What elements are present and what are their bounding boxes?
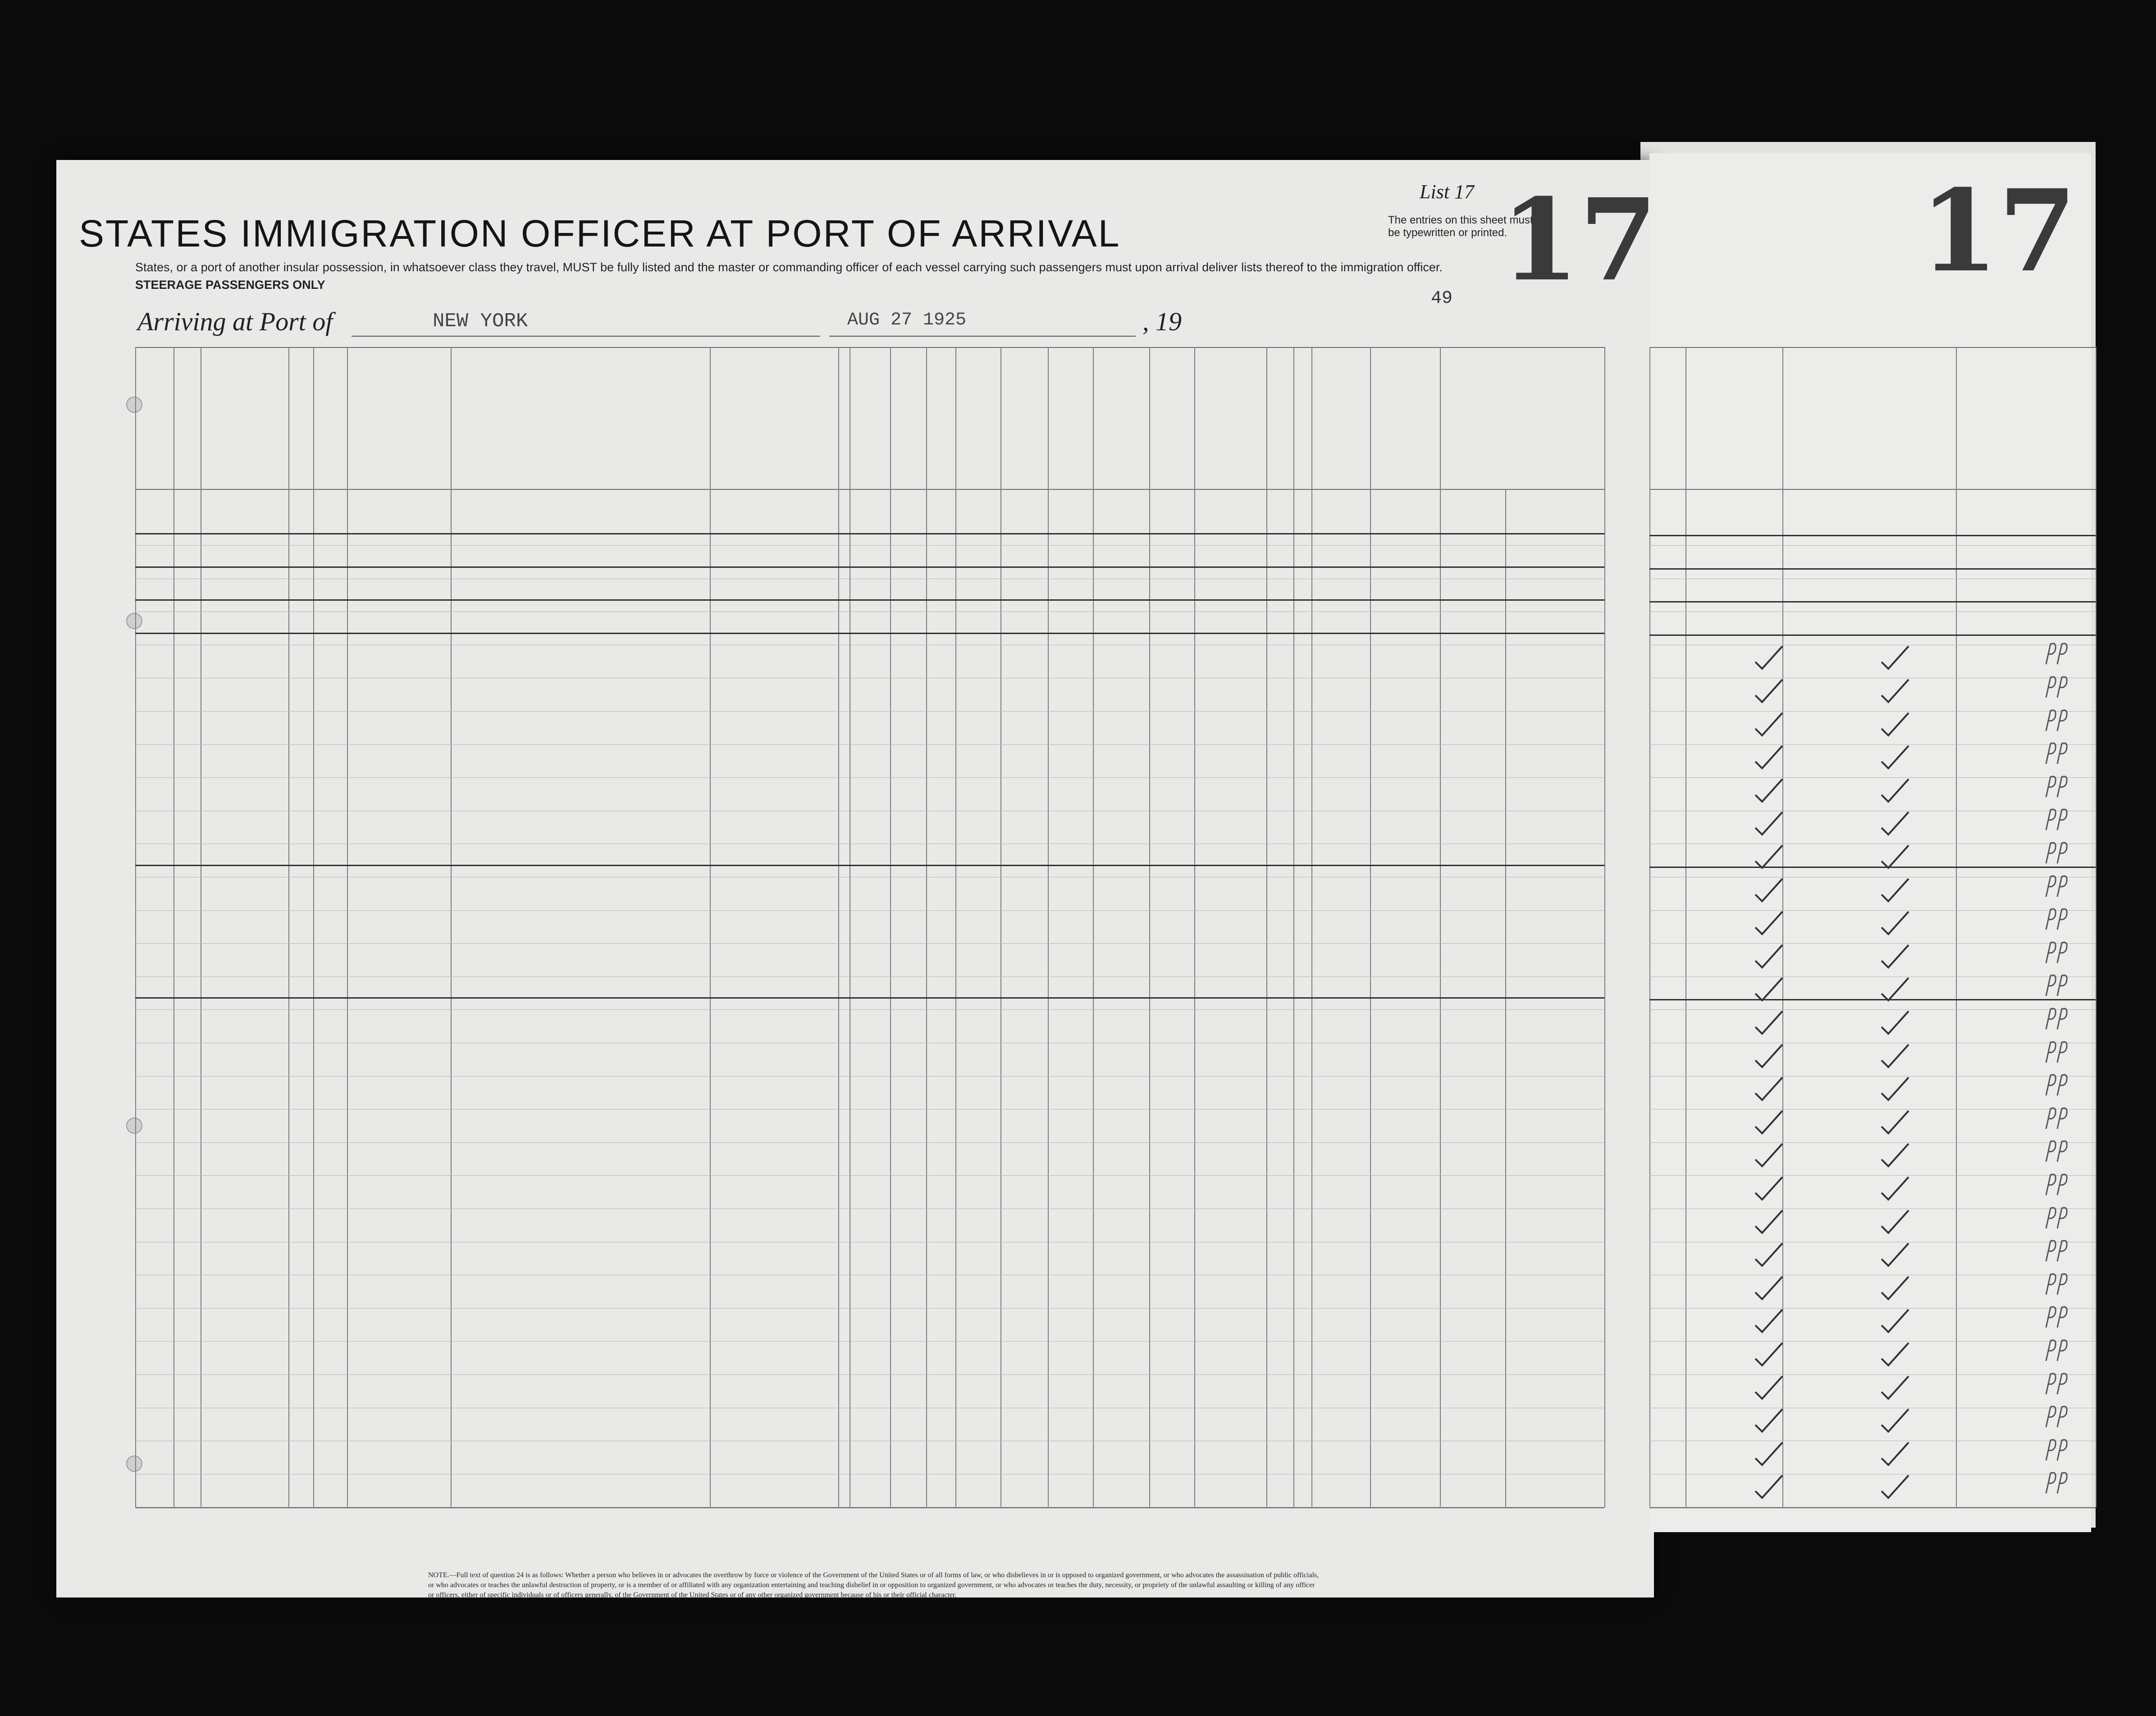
strike-through-line: [135, 599, 1604, 601]
check-mark-icon: [1753, 1407, 1785, 1434]
check-mark-icon: [1753, 1075, 1785, 1102]
row-line: [135, 1009, 1604, 1010]
pp-initials-mark: [2042, 1071, 2073, 1098]
grid-column-line: [1266, 347, 1267, 1507]
pp-initials-mark: [2042, 872, 2073, 899]
pp-initials-mark: [2042, 1436, 2073, 1463]
grid-column-line: [1194, 347, 1195, 1507]
check-mark-icon: [1879, 1009, 1911, 1036]
check-mark-icon: [1879, 1307, 1911, 1334]
manifest-sheet: [56, 160, 1654, 1597]
row-line: [135, 1341, 1604, 1342]
row-line: [135, 1175, 1604, 1176]
pp-initials-mark: [2042, 1237, 2073, 1264]
check-mark-icon: [1879, 1473, 1911, 1500]
header-subtitle: States, or a port of another insular possession, in whatsoever class they travel, MUST be fully listed and the master or commanding officer of each vessel carrying such passengers must upon arrival deliver lists thereof to the immigration officer.: [135, 260, 1443, 274]
grid-column-line: [1149, 347, 1150, 1507]
check-mark-icon: [1753, 876, 1785, 904]
pp-initials-mark: [2042, 839, 2073, 866]
row-line: [135, 1142, 1604, 1143]
port-name: NEW YORK: [433, 310, 528, 333]
check-mark-icon: [1753, 1109, 1785, 1136]
pp-initials-mark: [2042, 1336, 2073, 1363]
check-mark-icon: [1753, 1241, 1785, 1268]
port-underline: [352, 336, 820, 337]
check-mark-icon: [1753, 976, 1785, 1003]
grid-column-line: [1440, 347, 1441, 1507]
check-mark-icon: [1879, 644, 1911, 671]
check-mark-icon: [1879, 943, 1911, 970]
check-mark-icon: [1753, 1473, 1785, 1500]
check-mark-icon: [1879, 1175, 1911, 1202]
row-line: [135, 744, 1604, 745]
row-line-right: [1649, 1308, 2096, 1309]
pp-initials-mark: [2042, 938, 2073, 965]
pp-initials-mark: [2042, 1303, 2073, 1330]
check-mark-icon: [1753, 843, 1785, 870]
check-mark-icon: [1753, 1042, 1785, 1069]
grid-top-line-right: [1649, 347, 2096, 348]
row-line-right: [1649, 1076, 2096, 1077]
row-line-right: [1649, 1142, 2096, 1143]
check-mark-icon: [1879, 1042, 1911, 1069]
arrival-date: AUG 27 1925: [847, 310, 967, 330]
check-mark-icon: [1879, 1341, 1911, 1368]
grid-column-line: [313, 347, 314, 1507]
row-line-right: [1649, 1175, 2096, 1176]
row-line-right: [1649, 744, 2096, 745]
pp-initials-mark: [2042, 1469, 2073, 1496]
check-mark-icon: [1879, 1208, 1911, 1235]
check-mark-icon: [1879, 711, 1911, 738]
check-mark-icon: [1879, 1241, 1911, 1268]
check-mark-icon: [1879, 1075, 1911, 1102]
grid-column-line: [955, 347, 956, 1507]
strike-through-line-right: [1649, 601, 2096, 602]
check-mark-icon: [1879, 909, 1911, 936]
strike-through-line: [135, 997, 1604, 999]
pp-initials-mark: [2042, 1004, 2073, 1031]
pp-initials-mark: [2042, 739, 2073, 766]
row-line: [135, 711, 1604, 712]
row-line-right: [1649, 910, 2096, 911]
grid-column-line: [451, 347, 452, 1507]
strike-through-line: [135, 566, 1604, 568]
pp-initials-mark: [2042, 1204, 2073, 1231]
punch-hole: [126, 397, 142, 413]
check-mark-icon: [1753, 711, 1785, 738]
grid-column-line: [1370, 347, 1371, 1507]
pp-initials-mark: [2042, 1369, 2073, 1397]
grid-column-line: [1604, 347, 1605, 1507]
steerage-label: STEERAGE PASSENGERS ONLY: [135, 278, 325, 292]
grid-column-line-right: [1649, 347, 1650, 1507]
grid-column-line-right: [1956, 347, 1957, 1507]
check-mark-icon: [1753, 1009, 1785, 1036]
grid-column-line: [1048, 347, 1049, 1507]
date-underline: [829, 336, 1136, 337]
grid-column-line: [1293, 347, 1294, 1507]
strike-through-line-right: [1649, 535, 2096, 536]
row-line-right: [1649, 777, 2096, 778]
pp-initials-mark: [2042, 772, 2073, 799]
check-mark-icon: [1879, 843, 1911, 870]
grid-column-line-right: [2096, 347, 2097, 1507]
check-mark-icon: [1879, 1274, 1911, 1301]
check-mark-icon: [1879, 777, 1911, 804]
second-sheet: [1649, 153, 2091, 1532]
grid-column-line: [890, 347, 891, 1507]
row-line: [135, 1076, 1604, 1077]
pp-initials-mark: [2042, 1170, 2073, 1197]
check-mark-icon: [1879, 1374, 1911, 1401]
check-mark-icon: [1879, 1407, 1911, 1434]
check-mark-icon: [1879, 677, 1911, 704]
pp-initials-mark: [2042, 1038, 2073, 1065]
grid-column-line: [710, 347, 711, 1507]
strike-through-line-right: [1649, 634, 2096, 636]
strike-through-line: [135, 865, 1604, 866]
grid-header-bottom: [135, 489, 1604, 490]
grid-header-bottom-right: [1649, 489, 2096, 490]
row-line-right: [1649, 711, 2096, 712]
punch-hole: [126, 1456, 142, 1472]
pp-initials-mark: [2042, 805, 2073, 832]
strike-through-line-right: [1649, 999, 2096, 1000]
check-mark-icon: [1879, 1141, 1911, 1168]
punch-hole: [126, 613, 142, 629]
check-mark-icon: [1753, 1440, 1785, 1467]
check-mark-icon: [1753, 810, 1785, 837]
check-mark-icon: [1753, 777, 1785, 804]
strike-through-line-right: [1649, 568, 2096, 570]
pp-initials-mark: [2042, 905, 2073, 932]
pp-initials-mark: [2042, 1270, 2073, 1297]
pp-initials-mark: [2042, 971, 2073, 998]
grid-column-line: [926, 347, 927, 1507]
check-mark-icon: [1879, 976, 1911, 1003]
check-mark-icon: [1753, 943, 1785, 970]
footnote: NOTE.—Full text of question 24 is as follows: Whether a person who believes in or advocates the overthrow by force or violence of the Government of the United States or of all forms of law, or who disbelieves in or is opposed to organized government, or who advocates the assassination of public officials, or who advocates or teaches the unlawful destruction of property, or is a member of or affiliated with any organization entertaining and teaching disbelief in or opposition to organized government, or who advocates or teaches the duty, necessity, or propriety of the unlawful assaulting or killing of any officer or officers, either of specific individuals or of officers generally, of the Government of the United States or of any other organized government because of his or their official character.: [428, 1571, 1319, 1599]
grid-column-line: [1311, 347, 1312, 1507]
strike-through-line-right: [1649, 867, 2096, 868]
pp-initials-mark: [2042, 1402, 2073, 1429]
check-mark-icon: [1879, 744, 1911, 771]
grid-column-line: [135, 347, 136, 1507]
strike-through-line: [135, 633, 1604, 634]
check-mark-icon: [1753, 1341, 1785, 1368]
list-note: The entries on this sheet must be typewritten or printed.: [1388, 214, 1533, 239]
row-line-right: [1649, 545, 2096, 546]
row-line-right: [1649, 943, 2096, 944]
pp-initials-mark: [2042, 673, 2073, 700]
row-line: [135, 943, 1604, 944]
strike-through-line: [135, 533, 1604, 534]
row-line: [135, 1308, 1604, 1309]
check-mark-icon: [1879, 810, 1911, 837]
check-mark-icon: [1753, 644, 1785, 671]
grid-column-line: [1093, 347, 1094, 1507]
row-line: [135, 1374, 1604, 1375]
check-mark-icon: [1879, 1109, 1911, 1136]
check-mark-icon: [1753, 1141, 1785, 1168]
check-mark-icon: [1879, 1440, 1911, 1467]
grid-column-line: [347, 347, 348, 1507]
pp-initials-mark: [2042, 1137, 2073, 1164]
pp-initials-mark: [2042, 639, 2073, 666]
row-line-right: [1649, 1341, 2096, 1342]
check-mark-icon: [1753, 1175, 1785, 1202]
check-mark-icon: [1753, 909, 1785, 936]
arriving-label: Arriving at Port of: [137, 307, 333, 336]
page-title: STATES IMMIGRATION OFFICER AT PORT OF ARRIVAL: [79, 212, 1121, 255]
row-line: [135, 777, 1604, 778]
row-line: [135, 910, 1604, 911]
grid-column-line: [1000, 347, 1001, 1507]
pp-initials-mark: [2042, 1104, 2073, 1131]
check-mark-icon: [1753, 1274, 1785, 1301]
row-line: [135, 545, 1604, 546]
sheet-number-stamp: 17: [1501, 173, 1658, 306]
sheet-number-stamp-right: 17: [1920, 164, 2077, 297]
pp-initials-mark: [2042, 706, 2073, 733]
grid-column-line: [838, 347, 839, 1507]
year-prefix: , 19: [1142, 307, 1182, 336]
check-mark-icon: [1753, 1374, 1785, 1401]
grid-column-line: [288, 347, 289, 1507]
grid-top-line: [135, 347, 1604, 348]
punch-hole: [126, 1118, 142, 1134]
row-line-right: [1649, 1009, 2096, 1010]
check-mark-icon: [1753, 1208, 1785, 1235]
check-mark-icon: [1753, 1307, 1785, 1334]
list-number: List 17: [1420, 181, 1475, 203]
check-mark-icon: [1753, 744, 1785, 771]
check-mark-icon: [1879, 876, 1911, 904]
check-mark-icon: [1753, 677, 1785, 704]
row-line-right: [1649, 1374, 2096, 1375]
stamp-49: 49: [1431, 288, 1453, 309]
